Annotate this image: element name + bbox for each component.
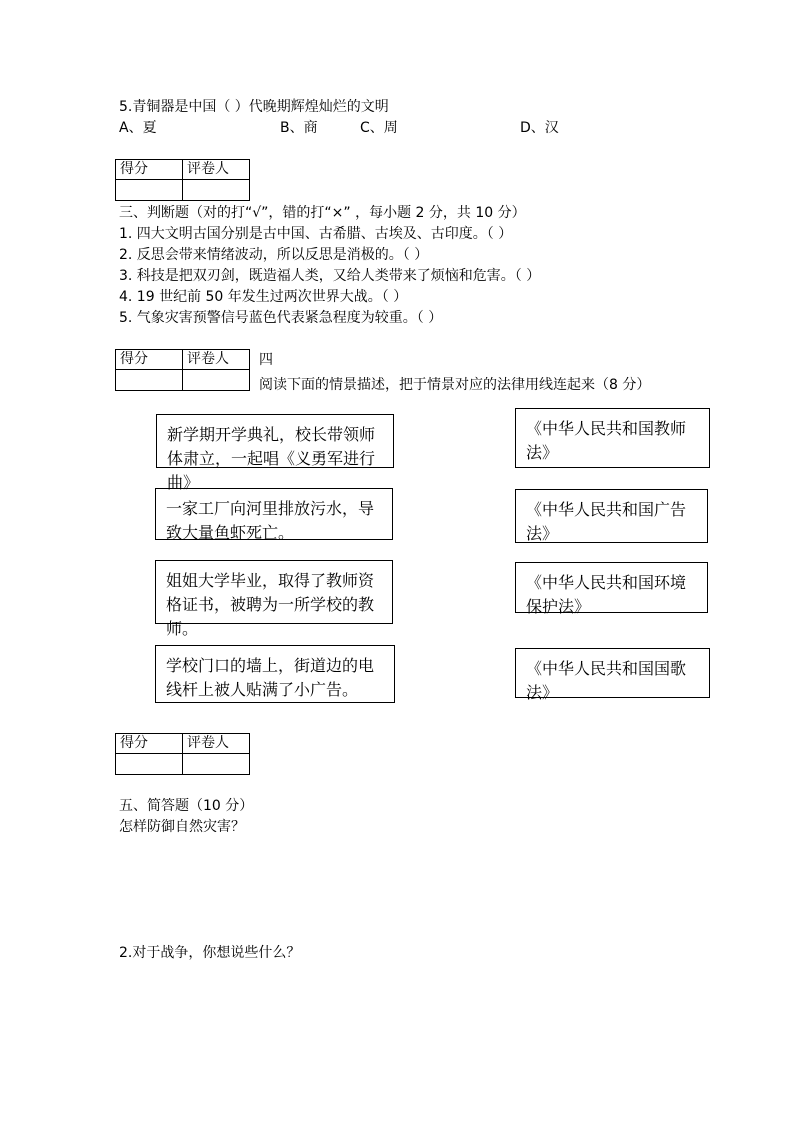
score-label: 得分 [116,160,183,180]
q5-option-c: C、周 [360,120,398,136]
section5-question-2: 2.对于战争，你想说些什么？ [119,945,301,961]
section5-question-1: 怎样防御自然灾害？ [119,819,245,835]
grader-label: 评卷人 [183,350,250,370]
law-box-1: 《中华人民共和国教师法》 [515,408,710,468]
grader-cell [183,180,250,201]
scenario-box-3: 姐姐大学毕业，取得了教师资格证书，被聘为一所学校的教师。 [155,560,393,624]
score-table [115,349,250,391]
section4-number: 四 [259,352,273,368]
law-box-2: 《中华人民共和国广告法》 [515,489,708,543]
grader-cell [183,754,250,775]
score-label: 得分 [116,734,183,754]
law-box-3: 《中华人民共和国环境保护法》 [515,562,708,613]
scenario-box-2: 一家工厂向河里排放污水，导致大量鱼虾死亡。 [155,488,393,540]
q5-option-b: B、商 [280,120,318,136]
score-cell [116,754,183,775]
scenario-box-4: 学校门口的墙上，街道边的电线杆上被人贴满了小广告。 [155,645,395,703]
score-table [115,733,250,775]
section3-item-5: 5. 气象灾害预警信号蓝色代表紧急程度为较重。（ ） [119,310,443,326]
q5-stem: 5.青铜器是中国（ ）代晚期辉煌灿烂的文明 [119,99,389,115]
score-cell [116,180,183,201]
scenario-box-1: 新学期开学典礼，校长带领师体肃立，一起唱《义勇军进行曲》 [156,414,394,468]
grader-label: 评卷人 [183,160,250,180]
score-cell [116,370,183,391]
section5-title: 五、简答题（10 分） [119,798,254,814]
section3-item-3: 3. 科技是把双刃剑，既造福人类，又给人类带来了烦恼和危害。（ ） [119,268,541,284]
law-box-4: 《中华人民共和国国歌法》 [515,648,710,698]
section3-item-4: 4. 19 世纪前 50 年发生过两次世界大战。（ ） [119,289,408,305]
grader-label: 评卷人 [183,734,250,754]
score-table [115,159,250,201]
section3-title: 三、判断题（对的打“√”，错的打“×” ，每小题 2 分，共 10 分） [119,205,526,221]
q5-option-d: D、汉 [520,120,559,136]
grader-cell [183,370,250,391]
score-label: 得分 [116,350,183,370]
section3-item-2: 2. 反思会带来情绪波动，所以反思是消极的。（ ） [119,247,429,263]
q5-option-a: A、夏 [119,120,157,136]
section3-item-1: 1. 四大文明古国分别是古中国、古希腊、古埃及、古印度。（ ） [119,226,513,242]
section4-instruction: 阅读下面的情景描述，把于情景对应的法律用线连起来（8 分） [259,377,651,393]
